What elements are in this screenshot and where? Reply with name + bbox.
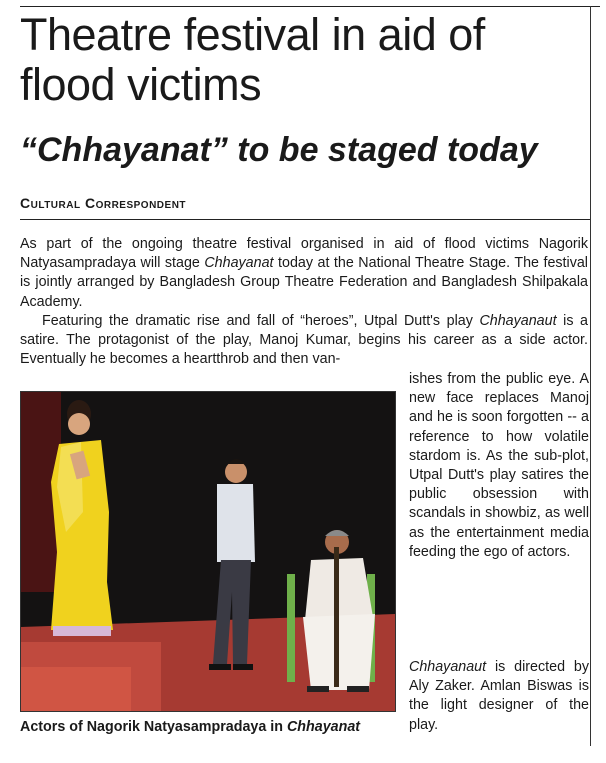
paragraph-3: Chhayanaut is directed by Aly Zaker. Amlan Biswas is the light designer of the play. [409,659,589,733]
subheadline: “Chhayanat” to be staged today [20,131,538,169]
byline-rule [20,219,590,220]
stage-photo [20,391,396,712]
byline: Cultural Correspondent [20,195,187,211]
top-rule [20,6,600,7]
column-rule [590,6,591,746]
paragraph-1: As part of the ongoing theatre festival organised in aid of flood victims Nagorik Natyasampradaya will stage Chhayanat today at the National Theatre Stage. The festival is jointly arranged by Bangladesh Group Theatre Federation and Bangladesh Shilpakala Academy. [20,236,588,310]
headline: Theatre festival in aid of flood victims [20,9,485,110]
paragraph-2-continued: ishes from the public eye. A new face replaces Manoj and he is soon forgotten -- a reference to how volatile stardom is. As the sub-plot, Utpal Dutt's play satires the public obsession with scandals in showbiz, as well as the entertainment media feeding the ego of actors. [409,371,589,560]
photo-caption: Actors of Nagorik Natyasampradaya in Chhayanat [20,719,361,735]
stage-photo-illustration [21,392,395,711]
paragraph-2: Featuring the dramatic rise and fall of “heroes”, Utpal Dutt's play Chhayanaut is a satire. The protagonist of the play, Manoj Kumar, begins his career as a side actor. Eventually he becomes a heartthrob and then van- [20,313,588,368]
